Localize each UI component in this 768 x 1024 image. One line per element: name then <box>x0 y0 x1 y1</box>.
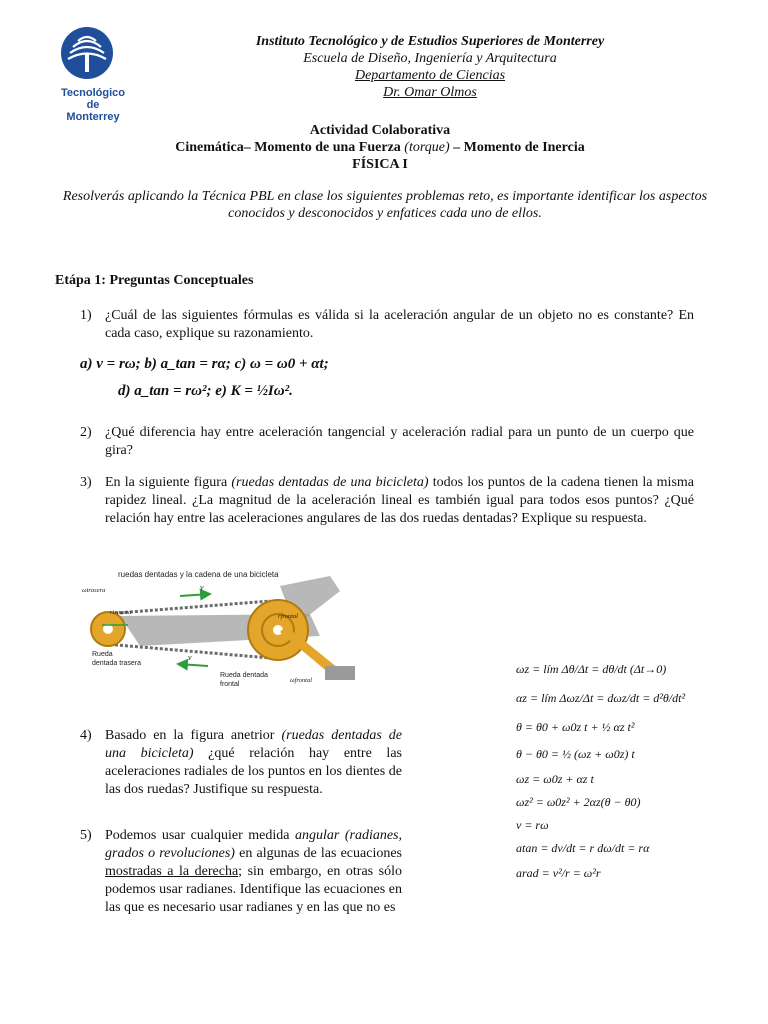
label-r-front: rfrontal <box>278 613 298 620</box>
school-name: Escuela de Diseño, Ingeniería y Arquitectura <box>303 51 557 66</box>
label-v-bottom: v <box>188 653 192 662</box>
question-number: 4) <box>80 728 92 743</box>
q3-italic: (ruedas dentadas de una bicicleta) <box>231 475 429 490</box>
label-front-1: Rueda dentada <box>220 672 268 679</box>
q5-p1: Podemos usar cualquier medida <box>105 828 295 843</box>
label-v-top: v <box>200 583 204 592</box>
course-name: FÍSICA I <box>352 157 408 172</box>
activity-block <box>120 122 640 173</box>
logo-emblem-icon <box>60 26 114 80</box>
question-4 <box>80 727 402 799</box>
equation-6: ωz² = ω0z² + 2αz(θ − θ0) <box>516 795 641 809</box>
question-text <box>105 827 402 917</box>
department-name: Departamento de Ciencias <box>354 68 506 83</box>
equation-2: αz = lím Δωz/Δt = dωz/dt = d²θ/dt² <box>516 691 686 705</box>
question-text: ¿Cuál de las siguientes fórmulas es válida si la aceleración angular de un objeto no es constante? En cada caso, explique su razonamiento. <box>105 308 694 341</box>
logo-line2: de Monterrey <box>66 99 120 123</box>
q5-italic: angular (radianes, grados o revoluciones) <box>105 828 403 861</box>
logo-line1: Tecnológico <box>61 87 125 99</box>
q3-post: todos los puntos de la cadena tienen la misma rapidez lineal. ¿La magnitud de la aceleración lineal es también igual para todos esos puntos? ¿Qué relación hay entre las aceleraciones angulares de las dos ruedas dentadas? Explique su respuesta. <box>105 475 694 526</box>
question-2 <box>80 424 694 460</box>
question-text: ¿Qué diferencia hay entre aceleración tangencial y aceleración radial para un punto de un cuerpo que gira? <box>105 425 694 458</box>
bicycle-gear-diagram <box>80 566 370 691</box>
question-5 <box>80 827 402 917</box>
question-number: 2) <box>80 425 92 440</box>
equation-9: arad = v²/r = ω²r <box>516 866 601 880</box>
question-number: 3) <box>80 475 92 490</box>
label-rear-2: dentada trasera <box>92 660 142 667</box>
question-1 <box>80 307 694 343</box>
header <box>180 33 680 101</box>
equation-5: ωz = ω0z + αz t <box>516 772 594 786</box>
logo <box>60 26 126 123</box>
equation-7: v = rω <box>516 818 549 832</box>
q1-options <box>80 356 329 400</box>
subtitle-part-a: Cinemática– Momento de una Fuerza <box>175 140 405 155</box>
equation-list <box>516 662 686 887</box>
question-text <box>105 474 694 528</box>
stage-heading: Etápa 1: Preguntas Conceptuales <box>55 273 254 288</box>
q5-underline: mostradas a la derecha <box>105 864 239 879</box>
equation-8: atan = dv/dt = r dω/dt = rα <box>516 841 650 855</box>
options-row-2: d) a_tan = rω²; e) K = ½Iω². <box>118 383 293 399</box>
q5-p3: ; sin embargo, en otras sólo podemos usar radianes. Identifique las ecuaciones en las que es necesario usar radianes y en las que no es <box>105 864 402 915</box>
options-row-1: a) v = rω; b) a_tan = rα; c) ω = ω0 + αt; <box>80 356 329 372</box>
equation-4: θ − θ0 = ½ (ωz + ω0z) t <box>516 747 635 761</box>
label-rear-1: Rueda <box>92 651 113 658</box>
question-number: 1) <box>80 308 92 323</box>
figure-caption: ruedas dentadas y la cadena de una bicicleta <box>118 570 279 579</box>
label-w-front: ωfrontal <box>290 677 313 684</box>
question-number: 5) <box>80 828 92 843</box>
professor-name: Dr. Omar Olmos <box>383 85 477 100</box>
q5-p2: en algunas de las ecuaciones <box>234 846 402 861</box>
label-w-rear: ωtrasera <box>82 587 106 594</box>
subtitle-part-c: – Momento de Inercia <box>449 140 585 155</box>
institution-name: Instituto Tecnológico y de Estudios Superiores de Monterrey <box>255 34 605 49</box>
intro-text: Resolverás aplicando la Técnica PBL en clase los siguientes problemas reto, es importante identificar los aspectos conocidos y desconocidos y enfatices cada uno de ellos. <box>62 189 708 221</box>
subtitle-part-b: (torque) <box>404 140 450 155</box>
question-text <box>105 727 402 799</box>
q4-italic: (ruedas dentadas de una bicicleta) <box>105 728 402 761</box>
activity-subtitle <box>120 139 640 156</box>
equation-1: ωz = lím Δθ/Δt = dθ/dt (Δt→0) <box>516 662 667 676</box>
question-3 <box>80 474 694 528</box>
equation-3: θ = θ0 + ω0z t + ½ αz t² <box>516 720 635 734</box>
bicycle-gear-figure <box>80 566 370 691</box>
label-r-rear: rtrasera <box>110 609 132 616</box>
q4-pre: Basado en la figura anetrior <box>105 728 282 743</box>
q3-pre: En la siguiente figura <box>105 475 232 490</box>
activity-title: Actividad Colaborativa <box>309 123 451 138</box>
label-front-2: frontal <box>220 681 240 688</box>
q4-post: ¿qué relación hay entre las aceleraciones radiales de los puntos en los dientes de las dos ruedas? Justifique su respuesta. <box>105 746 402 797</box>
